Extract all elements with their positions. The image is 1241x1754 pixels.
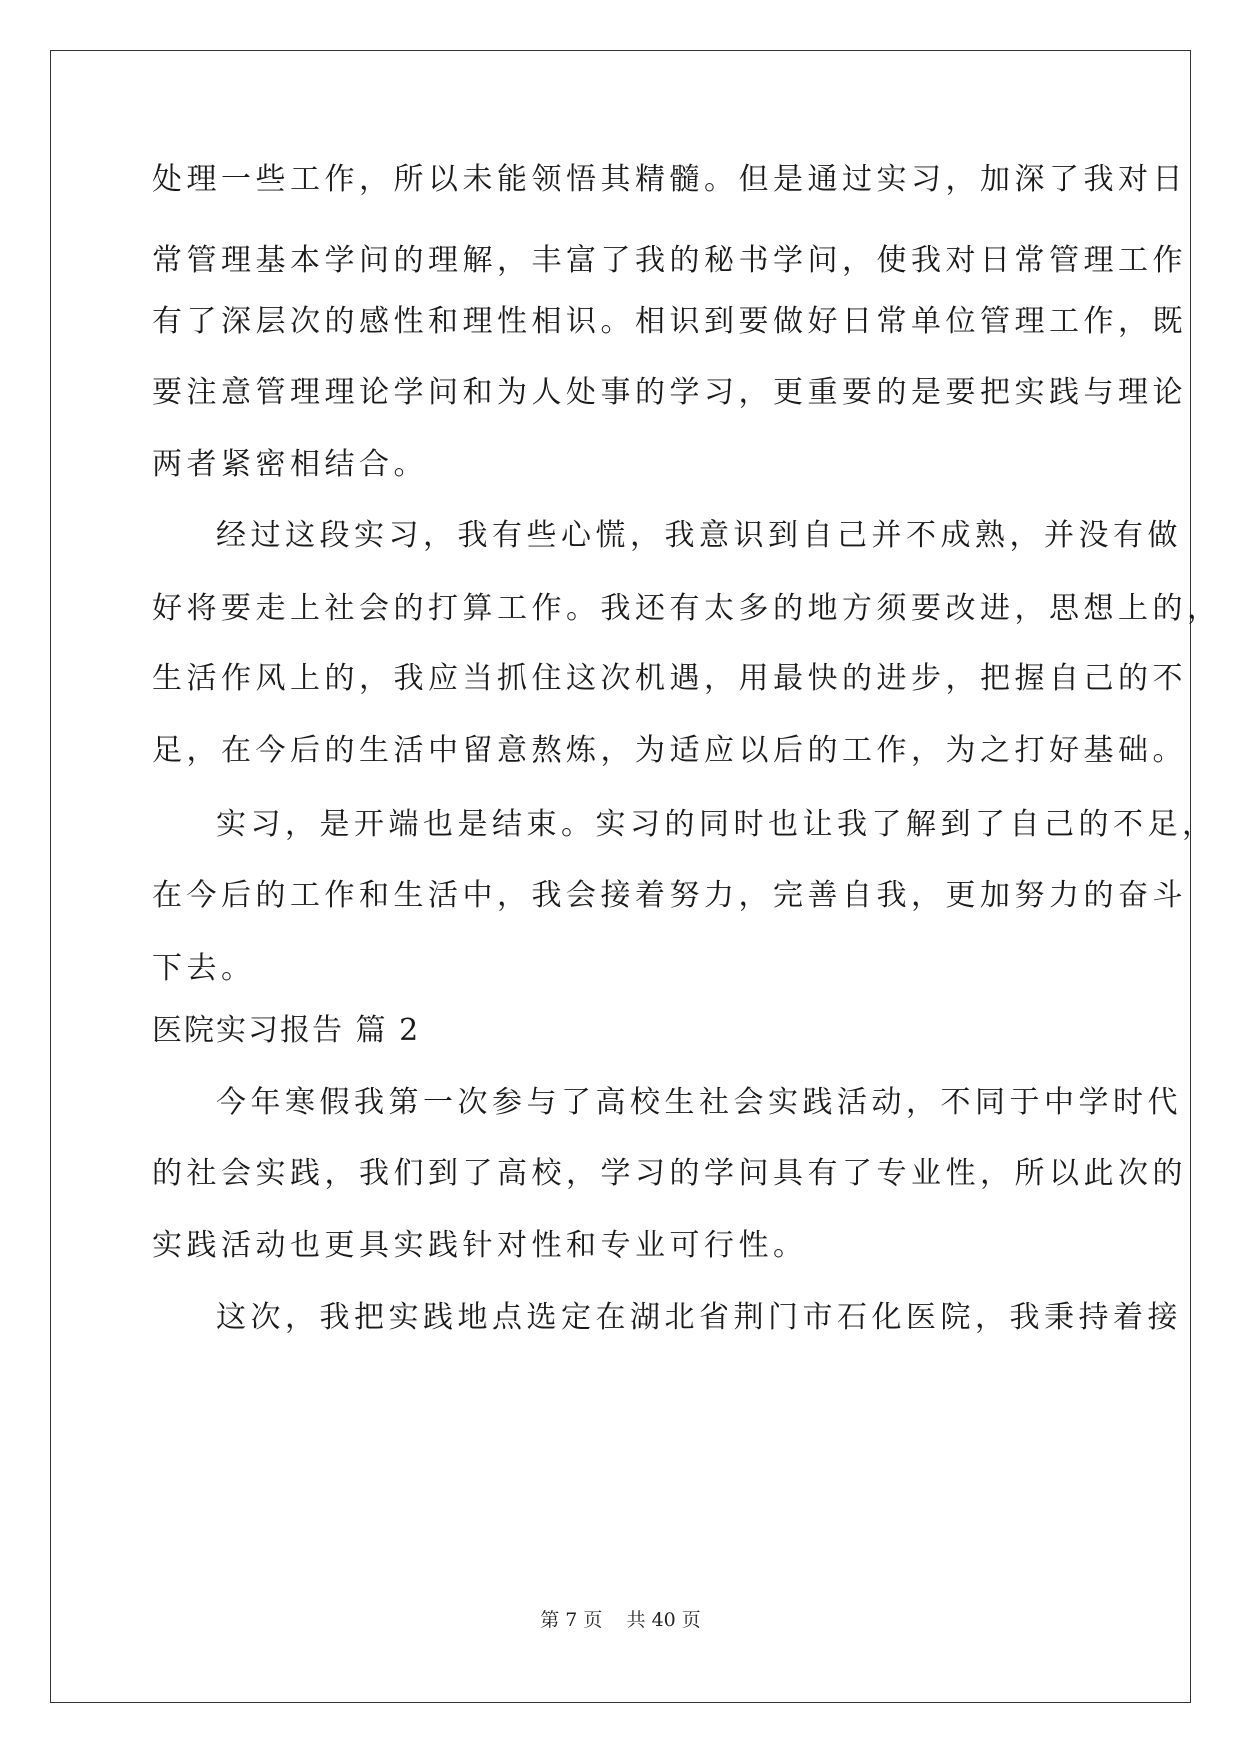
text-line: 下去。 bbox=[152, 951, 256, 986]
page-total: 共 40 页 bbox=[626, 1609, 701, 1631]
page-number: 第 7 页 bbox=[540, 1609, 603, 1631]
section-heading: 医院实习报告 篇 2 bbox=[152, 1013, 421, 1048]
text-line: 生活作风上的，我应当抓住这次机遇，用最快的进步，把握自己的不 bbox=[152, 661, 1187, 696]
text-line: 好将要走上社会的打算工作。我还有太多的地方须要改进，思想上的， bbox=[152, 591, 1222, 626]
text-line: 要注意管理理论学问和为人处事的学习，更重要的是要把实践与理论 bbox=[152, 375, 1187, 410]
text-line: 今年寒假我第一次参与了高校生社会实践活动，不同于中学时代 bbox=[216, 1085, 1182, 1120]
text-line: 这次，我把实践地点选定在湖北省荆门市石化医院，我秉持着接 bbox=[216, 1300, 1182, 1335]
text-line: 实践活动也更具实践针对性和专业可行性。 bbox=[152, 1228, 808, 1263]
text-line: 常管理基本学问的理解，丰富了我的秘书学问，使我对日常管理工作 bbox=[152, 243, 1187, 278]
text-line: 两者紧密相结合。 bbox=[152, 447, 428, 482]
text-line: 处理一些工作，所以未能领悟其精髓。但是通过实习，加深了我对日 bbox=[152, 162, 1187, 197]
text-line: 经过这段实习，我有些心慌，我意识到自己并不成熟，并没有做 bbox=[216, 518, 1182, 553]
text-line: 在今后的工作和生活中，我会接着努力，完善自我，更加努力的奋斗 bbox=[152, 878, 1187, 913]
text-line: 有了深层次的感性和理性相识。相识到要做好日常单位管理工作，既 bbox=[152, 304, 1187, 339]
text-line: 足，在今后的生活中留意熬炼，为适应以后的工作，为之打好基础。 bbox=[152, 733, 1187, 768]
text-line: 的社会实践，我们到了高校，学习的学问具有了专业性，所以此次的 bbox=[152, 1156, 1187, 1191]
page-footer bbox=[0, 1608, 1241, 1632]
text-line: 实习，是开端也是结束。实习的同时也让我了解到了自己的不足， bbox=[216, 807, 1217, 842]
